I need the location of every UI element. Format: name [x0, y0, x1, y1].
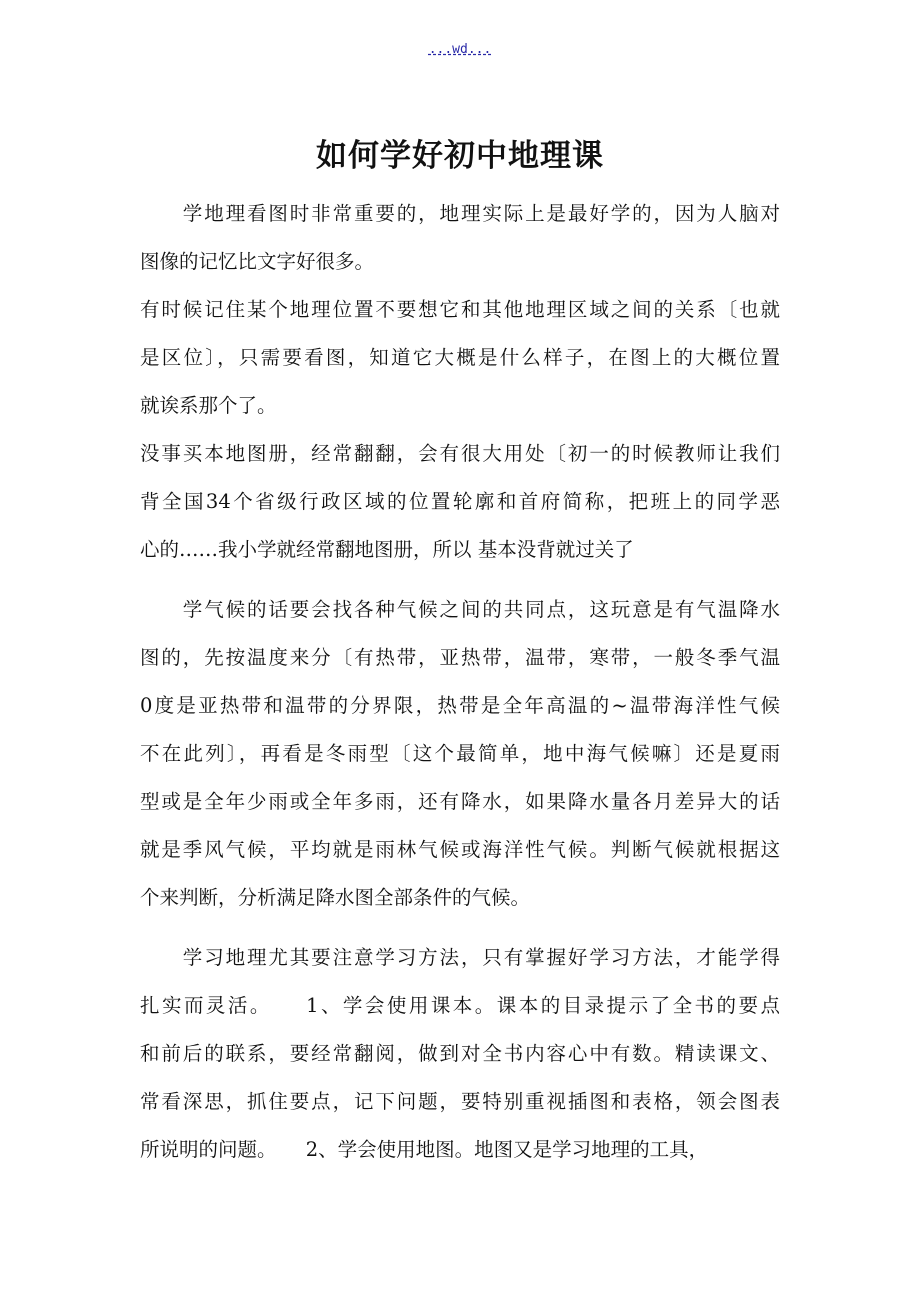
text-line: 背全国34个省级行政区域的位置轮廓和首府简称，把班上的同学恶 [140, 490, 780, 513]
paragraph [140, 934, 780, 1174]
text-line: 是区位〕，只需要看图，知道它大概是什么样子，在图上的大概位置 [140, 346, 780, 369]
text-line: 学地理看图时非常重要的，地理实际上是最好学的，因为人脑对 [140, 202, 780, 225]
text-line: 不在此列〕，再看是冬雨型〔这个最简单，地中海气候嘛〕还是夏雨 [140, 742, 780, 765]
paragraph [140, 190, 780, 286]
document-body [140, 190, 780, 1174]
text-line: 和前后的联系，要经常翻阅，做到对全书内容心中有数。精读课文、 [140, 1042, 780, 1065]
text-line: 就是季风气候，平均就是雨林气候或海洋性气候。判断气候就根据这 [140, 838, 780, 861]
text-line: 图像的记忆比文字好很多。 [140, 250, 375, 273]
paragraph [140, 430, 780, 574]
text-line: 有时候记住某个地理位置不要想它和其他地理区域之间的关系〔也就 [140, 298, 780, 321]
text-line: 学习地理尤其要注意学习方法，只有掌握好学习方法，才能学得 [140, 946, 780, 969]
text-line: 扎实而灵活。 1、学会使用课本。课本的目录提示了全书的要点 [140, 994, 780, 1017]
page-title: 如何学好初中地理课 [316, 138, 604, 174]
text-line: 图的，先按温度来分〔有热带，亚热带，温带，寒带，一般冬季气温 [140, 646, 780, 669]
text-line: 没事买本地图册，经常翻翻，会有很大用处〔初一的时候教师让我们 [140, 442, 780, 465]
paragraph [140, 286, 780, 430]
text-line: 常看深思，抓住要点，记下问题，要特别重视插图和表格，领会图表 [140, 1090, 780, 1113]
header-link[interactable]: ...wd... [428, 42, 492, 57]
text-line: 学气候的话要会找各种气候之间的共同点，这玩意是有气温降水 [140, 598, 780, 621]
text-line: 心的……我小学就经常翻地图册，所以 基本没背就过关了 [140, 538, 634, 561]
paragraph [140, 586, 780, 922]
text-line: 型或是全年少雨或全年多雨，还有降水，如果降水量各月差异大的话 [140, 790, 780, 813]
text-line: 0度是亚热带和温带的分界限，热带是全年高温的~温带海洋性气候 [140, 694, 780, 717]
text-line: 就诶系那个了。 [140, 394, 277, 417]
text-line: 所说明的问题。 2、学会使用地图。地图又是学习地理的工具， [140, 1138, 709, 1161]
text-line: 个来判断，分析满足降水图全部条件的气候。 [140, 886, 531, 909]
